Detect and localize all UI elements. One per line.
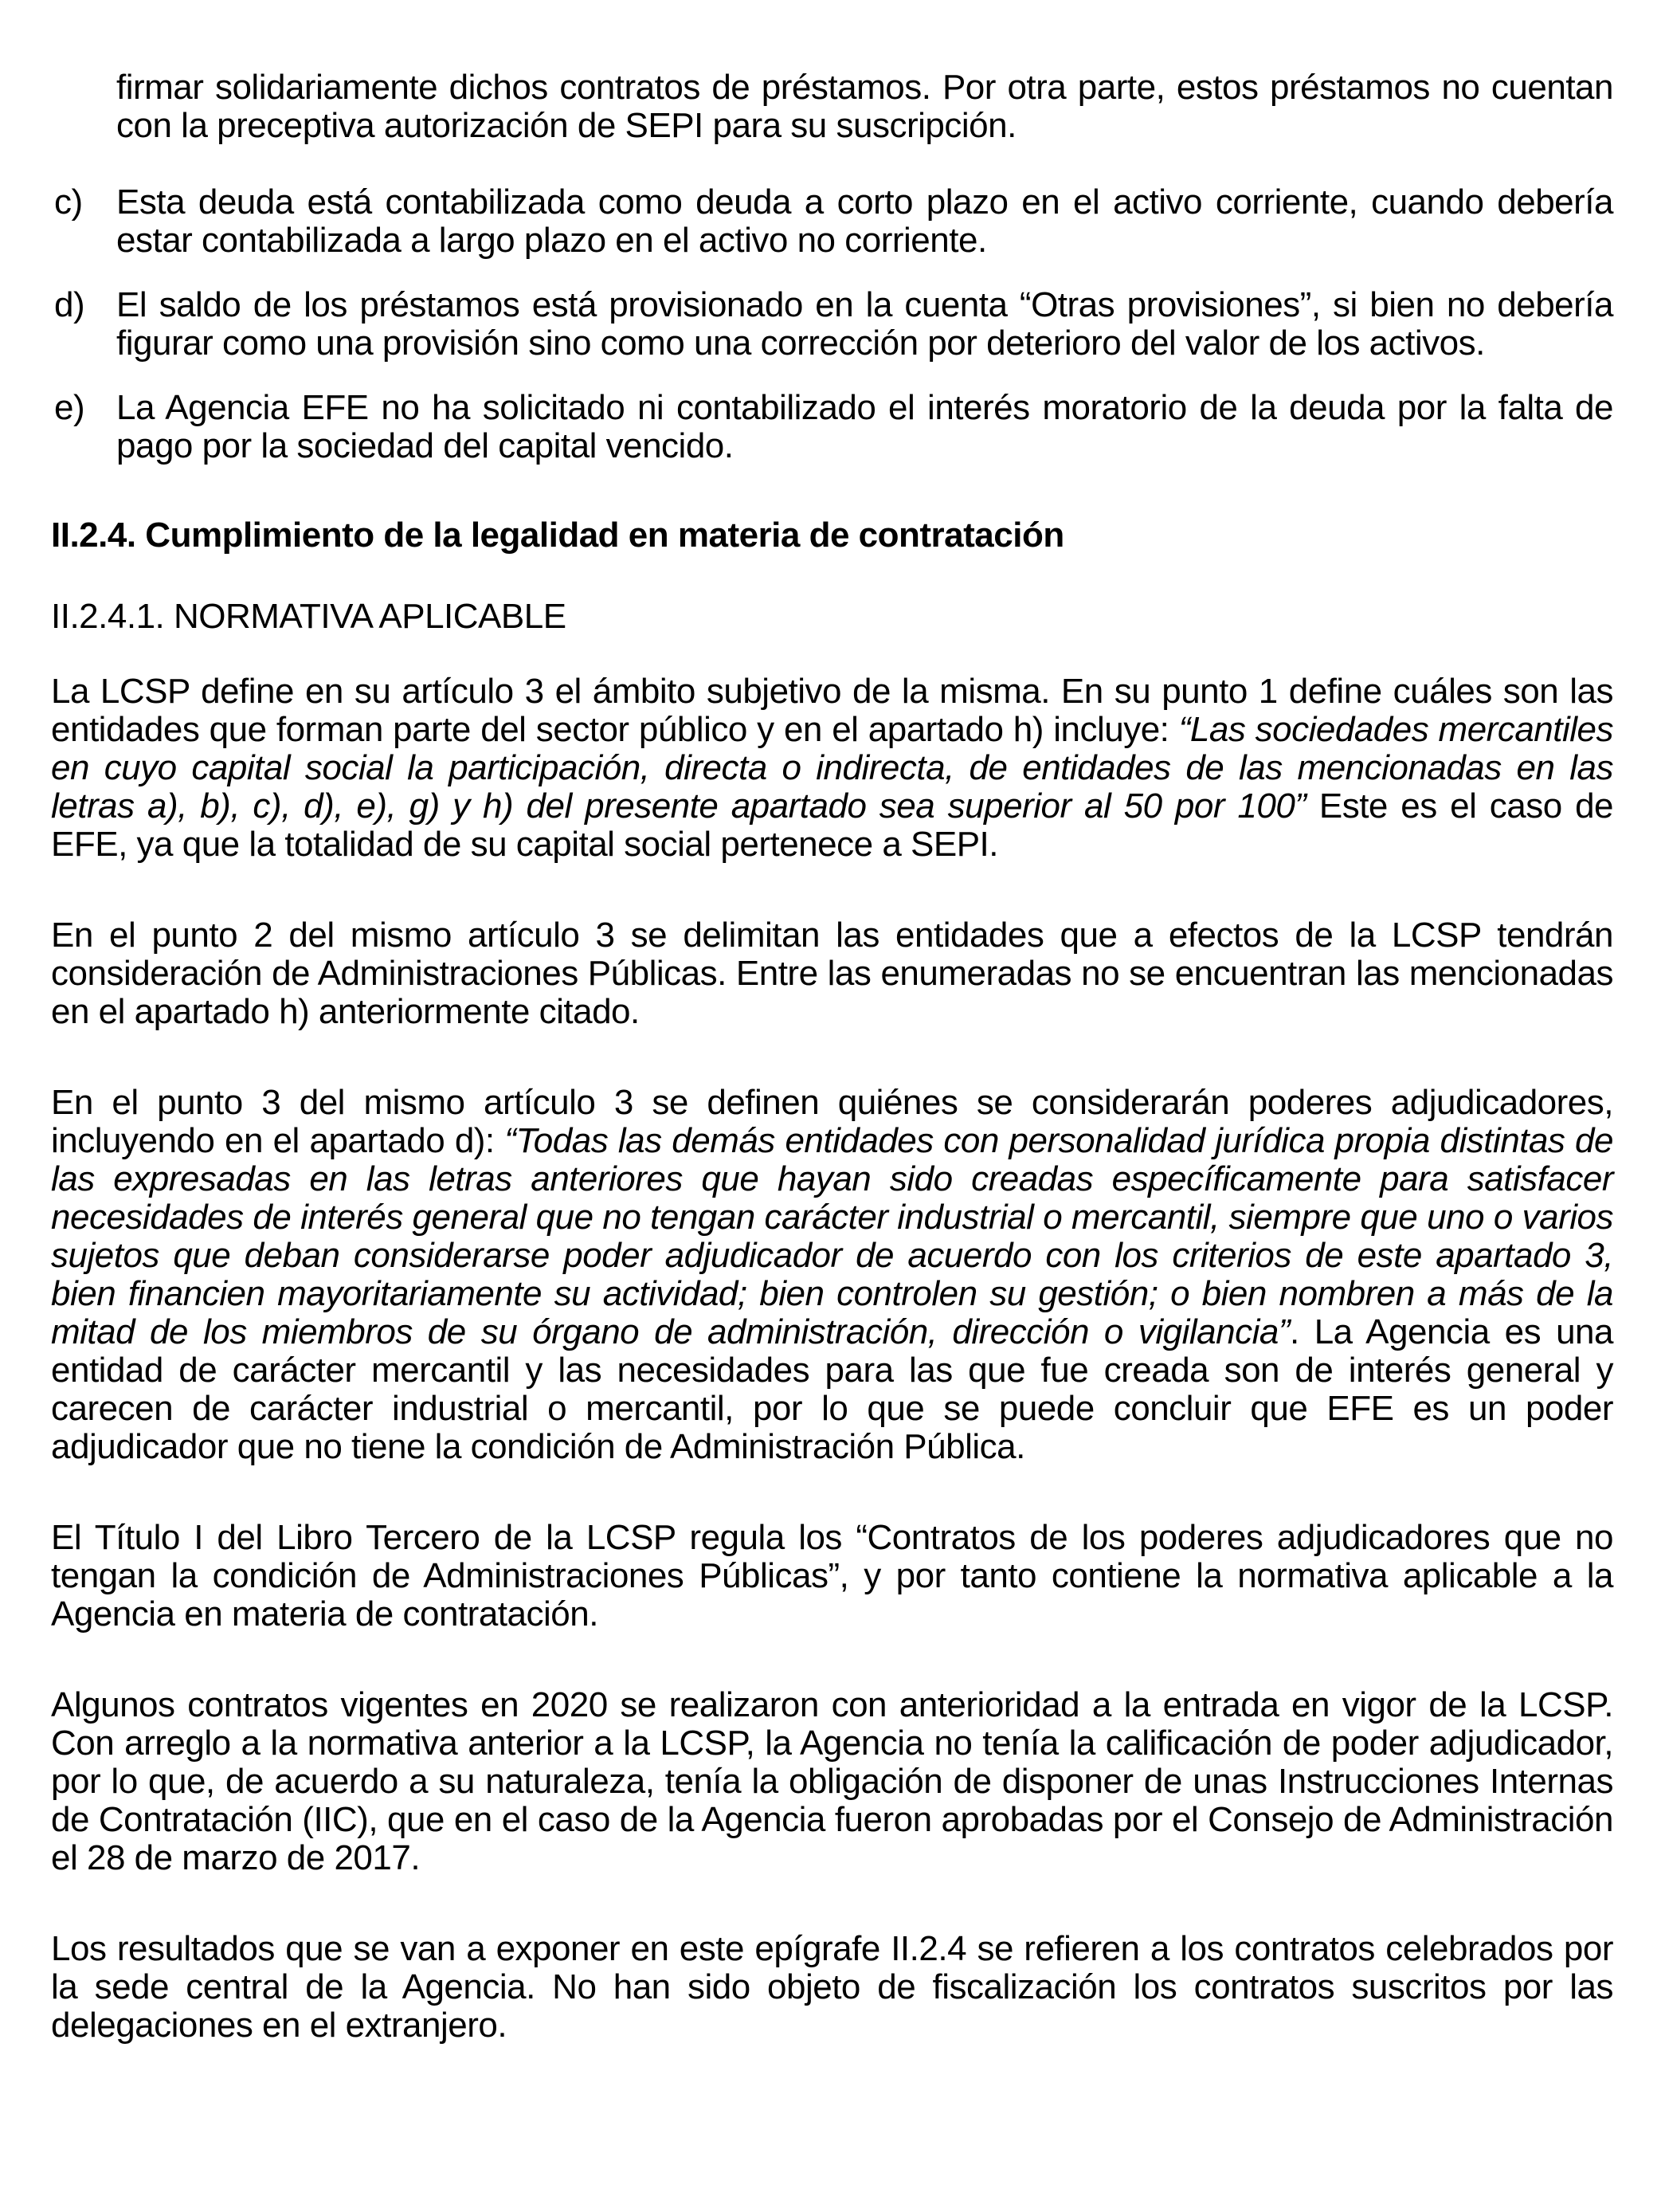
list-item-label: c) [54,182,83,222]
paragraph-contratos-vigentes: Algunos contratos vigentes en 2020 se realizaron con anterioridad a la entrada en vigor de la LCSP. Con arreglo a la normativa anterior a la LCSP, la Agencia no tenía la calificación de poder adjudicador, por lo que, de acuerdo a su naturaleza, tenía la obligación de disponer de unas Instrucciones Internas de Contratación (IIC), que en el caso de la Agencia fueron aprobadas por el Consejo de Administración el 28 de marzo de 2017. [51,1685,1613,1877]
list-item-text: Esta deuda está contabilizada como deuda a corto plazo en el activo corriente, cuando debería estar contabilizada a largo plazo en el activo no corriente. [116,182,1613,260]
findings-list [51,183,1613,465]
section-heading: II.2.4. Cumplimiento de la legalidad en materia de contratación [51,516,1064,555]
list-item-e [51,389,1613,465]
paragraph-punto-3: En el punto 3 del mismo artículo 3 se definen quiénes se considerarán poderes adjudicadores, incluyendo en el apartado d): “Todas las demás entidades con personalidad jurídica propia distintas de las expresadas en las letras anteriores que hayan sido creadas específicamente para satisfacer necesidades de interés general que no tengan carácter industrial o mercantil, siempre que uno o varios sujetos que deban considerarse poder adjudicador de acuerdo con los criterios de este apartado 3, bien financien mayoritariamente su actividad; bien controlen su gestión; o bien nombren a más de la mitad de los miembros de su órgano de administración, dirección o vigilancia”. La Agencia es una entidad de carácter mercantil y las necesidades para las que fue creada son de interés general y carecen de carácter industrial o mercantil, por lo que se puede concluir que EFE es un poder adjudicador que no tiene la condición de Administración Pública. [51,1083,1614,1466]
paragraph-titulo-libro-tercero: El Título I del Libro Tercero de la LCSP regula los “Contratos de los poderes adjudicadores que no tengan la condición de Administraciones Públicas”, y por tanto contiene la normativa aplicable a la Agencia en materia de contratación. [51,1518,1613,1634]
list-item-label: d) [54,285,85,324]
paragraph-punto-2: En el punto 2 del mismo artículo 3 se delimitan las entidades que a efectos de la LCSP tendrán consideración de Administraciones Públicas. Entre las enumeradas no se encuentran las mencionadas en el apartado h) anteriormente citado. [51,916,1613,1031]
list-item-d [51,286,1613,363]
paragraph-lcsp-ambito: La LCSP define en su artículo 3 el ámbito subjetivo de la misma. En su punto 1 define cuáles son las entidades que forman parte del sector público y en el apartado h) incluye: “Las sociedades mercantiles en cuyo capital social la participación, directa o indirecta, de entidades de las mencionadas en las letras a), b), c), d), e), g) y h) del presente apartado sea superior al 50 por 100” Este es el caso de EFE, ya que la totalidad de su capital social pertenece a SEPI. [51,672,1614,864]
list-item-label: e) [54,388,85,427]
subsection-heading: II.2.4.1. NORMATIVA APLICABLE [51,597,566,636]
list-item-text: El saldo de los préstamos está provisionado en la cuenta “Otras provisiones”, si bien no debería figurar como una provisión sino como una corrección por deterioro del valor de los activos. [116,285,1613,363]
list-item-c [51,183,1613,260]
list-item-text: La Agencia EFE no ha solicitado ni contabilizado el interés moratorio de la deuda por la falta de pago por la sociedad del capital vencido. [116,388,1613,465]
paragraph-resultados-epigrafe: Los resultados que se van a exponer en este epígrafe II.2.4 se refieren a los contratos celebrados por la sede central de la Agencia. No han sido objeto de fiscalización los contratos suscritos por las delegaciones en el extranjero. [51,1929,1613,2045]
continuation-paragraph: firmar solidariamente dichos contratos de préstamos. Por otra parte, estos préstamos no cuentan con la preceptiva autorización de SEPI para su suscripción. [116,68,1613,145]
